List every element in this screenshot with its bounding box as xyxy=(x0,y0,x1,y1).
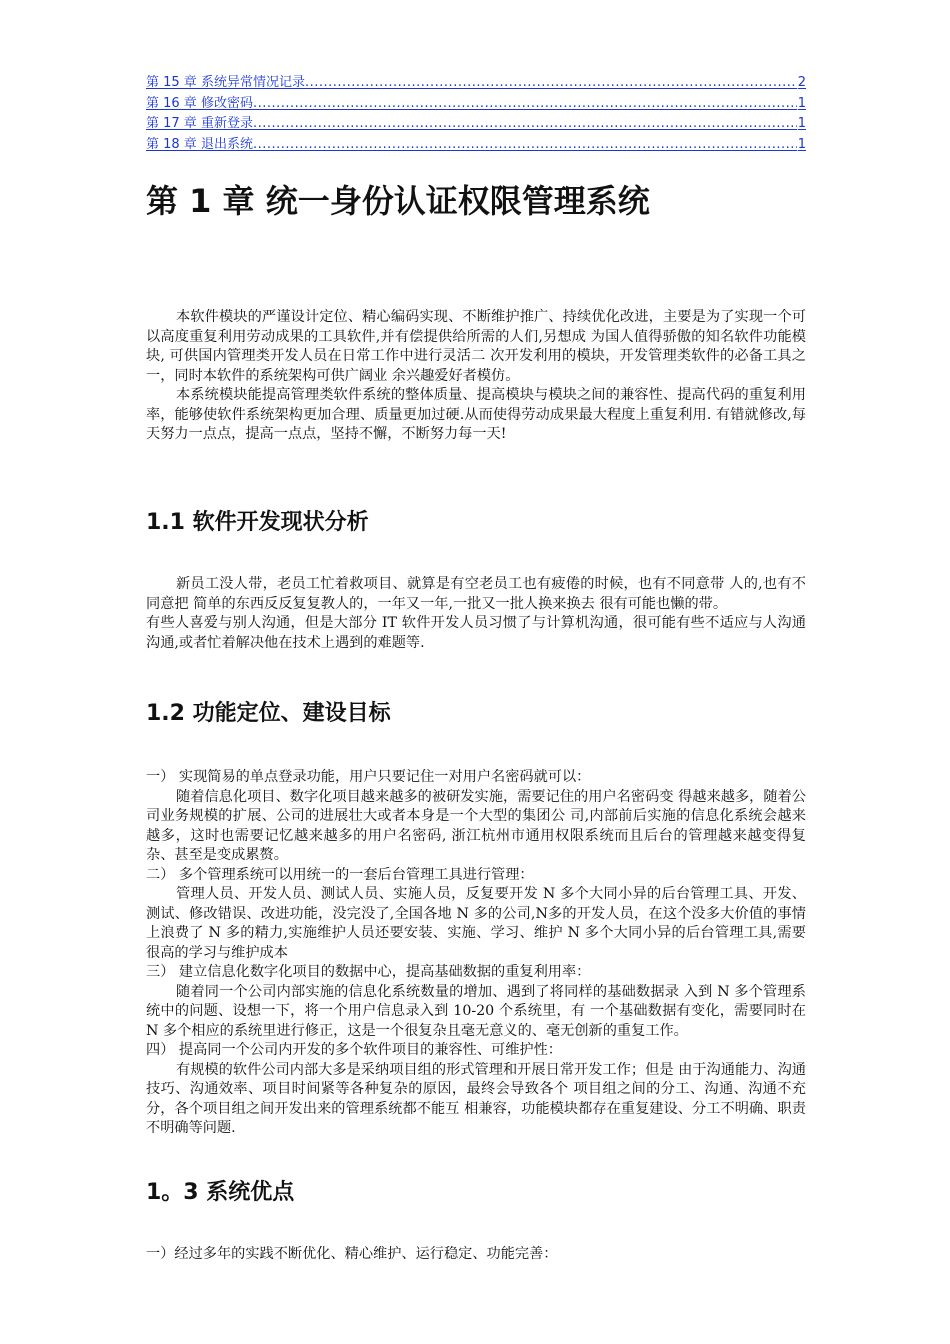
goal-item-body: 有规模的软件公司内部大多是采纳项目组的形式管理和开展日常开发工作；但是 由于沟通能力、沟通技巧、沟通效率、项目时间紧等各种复杂的原因，最终会导致各个 项目组之间的分工、沟通、沟通不充分，各个项目组之间开发出来的管理系统都不能互 相兼容，功能模块都存在重复建设、分工不明确、职责不明确等问题. xyxy=(146,1061,806,1136)
toc-entry-ch15[interactable] xyxy=(146,71,806,92)
section-1-1-paragraph-1: 新员工没人带，老员工忙着救项目、就算是有空老员工也有疲倦的时候，也有不同意带 人的,也有不同意把 简单的东西反反复复教人的，一年又一年,一批又一批人换来换去 很有可能也懒的带。 xyxy=(146,576,806,612)
section-1-3-body xyxy=(146,1245,806,1265)
intro-paragraph-1: 本软件模块的严谨设计定位、精心编码实现、不断维护推广、持续优化改进，主要是为了实现一个可以高度重复利用劳动成果的工具软件,并有偿提供给所需的人们,另想成 为国人值得骄傲的知名软件功能模块, 可供国内管理类开发人员在日常工作中进行灵活二 次开发利用的模块，开发管理类软件的必备工具之一，同时本软件的系统架构可供广阔业 余兴趣爱好者模仿。 xyxy=(146,309,806,384)
table-of-contents xyxy=(146,71,806,153)
toc-leader-dots xyxy=(253,116,797,131)
section-1-1-paragraph-2: 有些人喜爱与别人沟通，但是大部分 IT 软件开发人员习惯了与计算机沟通，很可能有些不适应与人沟通沟通,或者忙着解决他在技术上遇到的难题等. xyxy=(146,615,806,651)
goal-item-heading: 一） 实现简易的单点登录功能，用户只要记住一对用户名密码就可以： xyxy=(146,769,591,785)
toc-entry-title: 第 16 章 修改密码 xyxy=(146,95,253,111)
toc-entry-ch18[interactable] xyxy=(146,133,806,154)
toc-entry-page: 1 xyxy=(797,95,806,111)
section-1-3-title: 1。3 系统优点 xyxy=(146,1180,295,1205)
section-1-1-title: 1.1 软件开发现状分析 xyxy=(146,510,369,535)
intro-section xyxy=(146,308,806,445)
toc-entry-title: 第 15 章 系统异常情况记录 xyxy=(146,75,305,90)
toc-leader-dots xyxy=(253,96,797,111)
goal-item-heading: 二） 多个管理系统可以用统一的一套后台管理工具进行管理： xyxy=(146,866,534,883)
goal-item-body: 管理人员、开发人员、测试人员、实施人员，反复要开发 N 多个大同小异的后台管理工具、开发、测试、修改错误、改进功能，没完没了,全国各地 N 多的公司,N多的开发人员，在这个没多大价值的事情上浪费了 N 多的精力,实施维护人员还要安装、实施、学习、维护 N 多个大同小异的后台管理工具,需要很高的学习与维护成本 xyxy=(146,886,806,961)
toc-entry-title: 第 18 章 退出系统 xyxy=(146,136,253,152)
toc-leader-dots xyxy=(253,137,797,152)
toc-entry-ch16[interactable] xyxy=(146,92,806,113)
section-1-2-title: 1.2 功能定位、建设目标 xyxy=(146,701,391,726)
chapter-title: 第 1 章 统一身份认证权限管理系统 xyxy=(146,182,650,220)
toc-entry-page: 2 xyxy=(797,75,806,90)
toc-entry-ch17[interactable] xyxy=(146,112,806,133)
toc-entry-title: 第 17 章 重新登录 xyxy=(146,116,253,131)
intro-paragraph-2: 本系统模块能提高管理类软件系统的整体质量、提高模块与模块之间的兼容性、提高代码的重复利用率，能够使软件系统架构更加合理、质量更加过硬.从而使得劳动成果最大程度上重复利用. 有错就修改,每天努力一点点，提高一点点，坚持不懈，不断努力每一天! xyxy=(146,387,806,442)
goal-item-body: 随着同一个公司内部实施的信息化系统数量的增加、遇到了将同样的基础数据录 入到 N 多个管理系统中的问题、设想一下，将一个用户信息录入到 10-20 个系统里，有 一个基础数据有变化，需要同时在 N 多个相应的系统里进行修正，这是一个很复杂且毫无意义的、毫无创新的重复工作。 xyxy=(146,983,806,1039)
section-1-1-body xyxy=(146,575,806,653)
goal-item-heading: 四） 提高同一个公司内开发的多个软件项目的兼容性、可维护性： xyxy=(146,1042,562,1058)
toc-leader-dots xyxy=(305,75,797,90)
toc-entry-page: 1 xyxy=(797,136,806,152)
section-1-2-body xyxy=(146,768,806,1139)
goal-item-heading: 三） 建立信息化数字化项目的数据中心，提高基础数据的重复利用率： xyxy=(146,964,591,980)
toc-entry-page: 1 xyxy=(797,116,806,131)
goal-item-body: 随着信息化项目、数字化项目越来越多的被研发实施，需要记住的用户名密码变 得越来越多，随着公司业务规模的扩展、公司的进展壮大或者本身是一个大型的集团公 司,内部前后实施的信息化系统会越来越多，这时也需要记忆越来越多的用户名密码, 浙江杭州市通用权限系统而且后台的管理越来越变得复杂、甚至是变成累赘。 xyxy=(146,788,806,863)
section-1-3-paragraph-1: 一）经过多年的实践不断优化、精心维护、运行稳定、功能完善： xyxy=(146,1246,558,1262)
